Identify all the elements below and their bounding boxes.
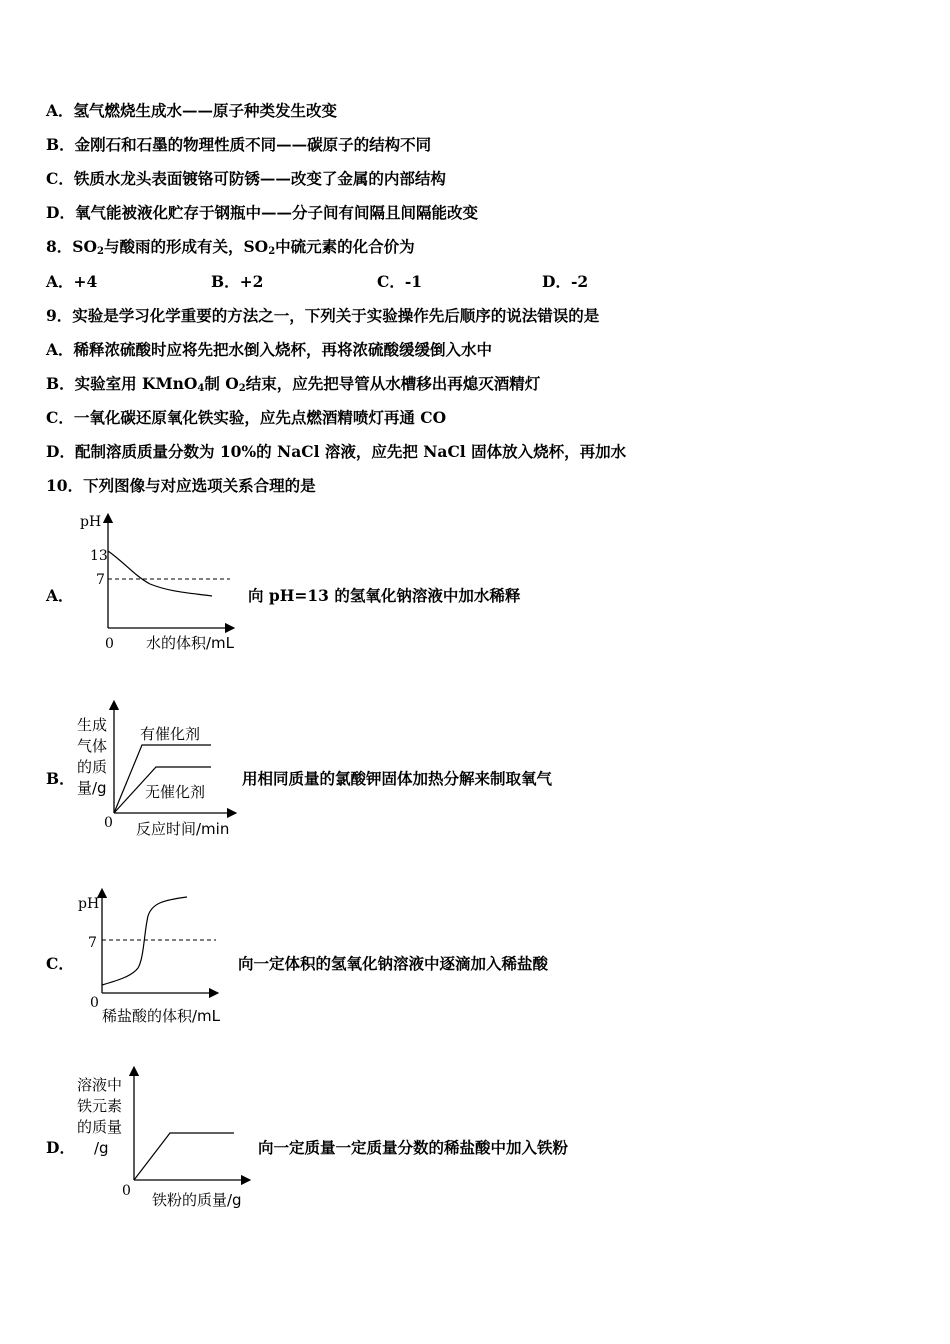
x-axis-label: 稀盐酸的体积/mL	[102, 1007, 221, 1025]
q7-option-a: A．氢气燃烧生成水——原子种类发生改变	[46, 101, 338, 120]
q10-option-d-text: 向一定质量一定质量分数的稀盐酸中加入铁粉	[258, 1138, 569, 1157]
curve-with-catalyst	[114, 745, 211, 813]
curve-bottom-label: 无催化剂	[145, 783, 206, 801]
q8-option-a: A．+4	[46, 272, 98, 291]
y-axis-label-line3: 的质	[77, 758, 108, 776]
q8-option-c: C．-1	[377, 272, 423, 291]
y-tick-7: 7	[96, 572, 105, 588]
origin-label: 0	[104, 815, 113, 831]
graph-d	[74, 1066, 259, 1216]
origin-label: 0	[122, 1183, 131, 1199]
x-axis-label: 铁粉的质量/g	[152, 1191, 242, 1209]
q10-stem: 10．下列图像与对应选项关系合理的是	[46, 476, 316, 495]
q9-option-a: A．稀释浓硫酸时应将先把水倒入烧杯，再将浓硫酸缓缓倒入水中	[46, 340, 493, 359]
y-axis-label-line4: /g	[94, 1139, 109, 1157]
q7-option-c: C．铁质水龙头表面镀铬可防锈——改变了金属的内部结构	[46, 169, 446, 188]
q8-option-b: B．+2	[211, 272, 264, 291]
q10-option-b-label: B．	[46, 769, 75, 788]
q9-option-b: B．实验室用 KMnO$_4$制 $O_2$结束，应先把导管从水槽移出再熄灭酒精灯	[46, 374, 541, 394]
q9-option-c: C．一氧化碳还原氧化铁实验，应先点燃酒精喷灯再通 CO	[46, 408, 447, 427]
q8-option-d: D．-2	[542, 272, 589, 291]
y-axis-label: pH	[78, 896, 100, 912]
y-axis-label: pH	[80, 514, 102, 530]
y-axis-label-line2: 铁元素	[77, 1097, 123, 1115]
q10-option-d-label: D．	[46, 1138, 75, 1157]
q10-option-a-text: 向 pH=13 的氢氧化钠溶液中加水稀释	[248, 586, 521, 605]
iron-mass-curve	[134, 1133, 234, 1180]
y-axis-label-line4: 量/g	[77, 779, 107, 797]
x-axis-label: 反应时间/min	[136, 820, 230, 838]
q10-option-c-text: 向一定体积的氢氧化钠溶液中逐滴加入稀盐酸	[238, 954, 549, 973]
q7-option-d: D．氧气能被液化贮存于钢瓶中——分子间有间隔且间隔能改变	[46, 203, 478, 222]
y-tick-13: 13	[90, 548, 108, 564]
q7-option-b: B．金刚石和石墨的物理性质不同——碳原子的结构不同	[46, 135, 432, 154]
y-tick-7: 7	[88, 935, 97, 951]
q10-option-c-label: C．	[46, 954, 74, 973]
titration-curve	[102, 897, 187, 985]
origin-label: 0	[105, 636, 114, 652]
q9-stem: 9．实验是学习化学重要的方法之一，下列关于实验操作先后顺序的说法错误的是	[46, 306, 600, 325]
origin-label: 0	[90, 995, 99, 1011]
y-axis-label-line3: 的质量	[77, 1118, 123, 1136]
curve-top-label: 有催化剂	[140, 725, 201, 743]
graph-b	[74, 700, 249, 845]
dilution-curve	[108, 551, 212, 596]
q10-option-a-label: A．	[46, 586, 74, 605]
q8-stem: 8．$SO_2$与酸雨的形成有关，$SO_2$中硫元素的化合价为	[46, 237, 415, 257]
y-axis-label-line2: 气体	[77, 737, 108, 755]
graph-a	[70, 508, 250, 658]
q10-option-b-text: 用相同质量的氯酸钾固体加热分解来制取氧气	[242, 769, 553, 788]
q9-option-d: D．配制溶质质量分数为 10%的 NaCl 溶液，应先把 NaCl 固体放入烧杯，再加水	[46, 442, 627, 461]
y-axis-label-line1: 溶液中	[77, 1076, 123, 1094]
x-axis-label: 水的体积/mL	[146, 634, 235, 652]
y-axis-label-line1: 生成	[77, 716, 108, 734]
graph-c	[74, 888, 249, 1028]
